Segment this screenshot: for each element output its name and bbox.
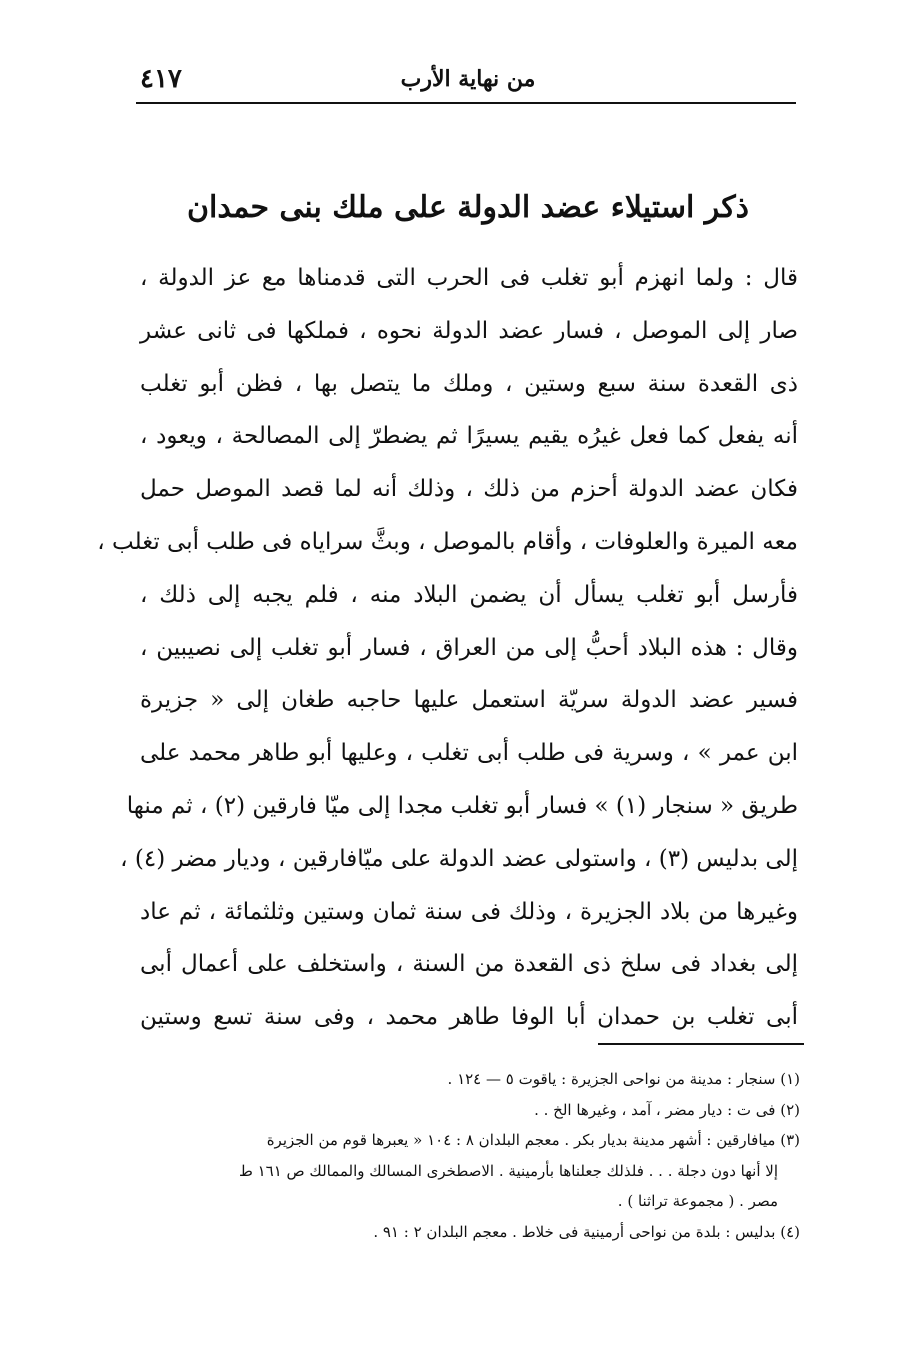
body-line: أنه يفعل كما فعل غيرُه يقيم يسيرًا ثم يضطرّ إلى المصالحة ، ويعود ،	[140, 423, 798, 450]
page-number: ٤١٧	[140, 64, 182, 94]
body-line: وقال : هذه البلاد أحبُّ إلى من العراق ، فسار أبو تغلب إلى نصيبين ،	[140, 634, 798, 661]
body-line: ذى القعدة سنة سبع وستين ، وملك ما يتصل بها ، فظن أبو تغلب	[140, 370, 798, 397]
body-line: وغيرها من بلاد الجزيرة ، وذلك فى سنة ثمان وستين وثلثمائة ، ثم عاد	[140, 898, 798, 925]
body-line: أبى تغلب بن حمدان أبا الوفا طاهر محمد ، وفى سنة تسع وستين	[140, 1004, 798, 1031]
body-line: فكان عضد الدولة أحزم من ذلك ، وذلك أنه لما قصد الموصل حمل	[140, 476, 798, 503]
footnote-line: (١) سنجار : مدينة من نواحى الجزيرة : ياقوت ٥ — ١٢٤ .	[447, 1070, 800, 1088]
body-line: ابن عمر » ، وسرية فى طلب أبى تغلب ، وعليها أبو طاهر محمد على	[140, 740, 798, 767]
footnote-continuation-line: مصر . ( مجموعة تراثنا ) .	[617, 1192, 778, 1211]
footnote-line: (٣) ميافارقين : أشهر مدينة بديار بكر . معجم البلدان ٨ : ١٠٤ « يعبرها قوم من الجزيرة	[266, 1131, 800, 1150]
body-line: معه الميرة والعلوفات ، وأقام بالموصل ، وبثَّ سراياه فى طلب أبى تغلب ،	[97, 528, 798, 555]
footnote-line: (٢) فى ت : ديار مضر ، آمد ، وغيرها الخ . .	[534, 1100, 800, 1119]
body-line: إلى بدليس (٣) ، واستولى عضد الدولة على ميّافارقين ، وديار مضر (٤) ،	[120, 845, 798, 872]
body-line: إلى بغداد فى سلخ ذى القعدة من السنة ، واستخلف على أعمال أبى	[140, 951, 798, 978]
body-line: قال : ولما انهزم أبو تغلب فى الحرب التى قدمناها مع عز الدولة ،	[140, 265, 798, 291]
body-text	[97, 252, 798, 1044]
footnote-rule	[598, 1043, 804, 1045]
running-title: من نهاية الأرب	[400, 66, 536, 92]
footnotes	[140, 1064, 800, 1248]
running-head	[140, 62, 796, 102]
body-line: فسير عضد الدولة سريّة استعمل عليها حاجبه طغان إلى « جزيرة	[140, 687, 798, 714]
header-rule	[136, 102, 796, 104]
footnote-continuation-line: إلا أنها دون دجلة . . . فلذلك جعلناها بأرمينية . الاصطخرى المسالك والممالك ص ١٦١ ط	[238, 1161, 778, 1180]
body-line: فأرسل أبو تغلب يسأل أن يضمن البلاد منه ، فلم يجبه إلى ذلك ،	[140, 581, 798, 608]
body-line: صار إلى الموصل ، فسار عضد الدولة نحوه ، فملكها فى ثانى عشر	[140, 317, 798, 344]
section-heading: ذكر استيلاء عضد الدولة على ملك بنى حمدان	[186, 190, 750, 225]
footnote-line: (٤) بدليس : بلدة من نواحى أرمينية فى خلاط . معجم البلدان ٢ : ٩١ .	[373, 1222, 800, 1241]
body-line: طريق « سنجار (١) » فسار أبو تغلب مجدا إلى ميّا فارقين (٢) ، ثم منها	[126, 792, 798, 819]
